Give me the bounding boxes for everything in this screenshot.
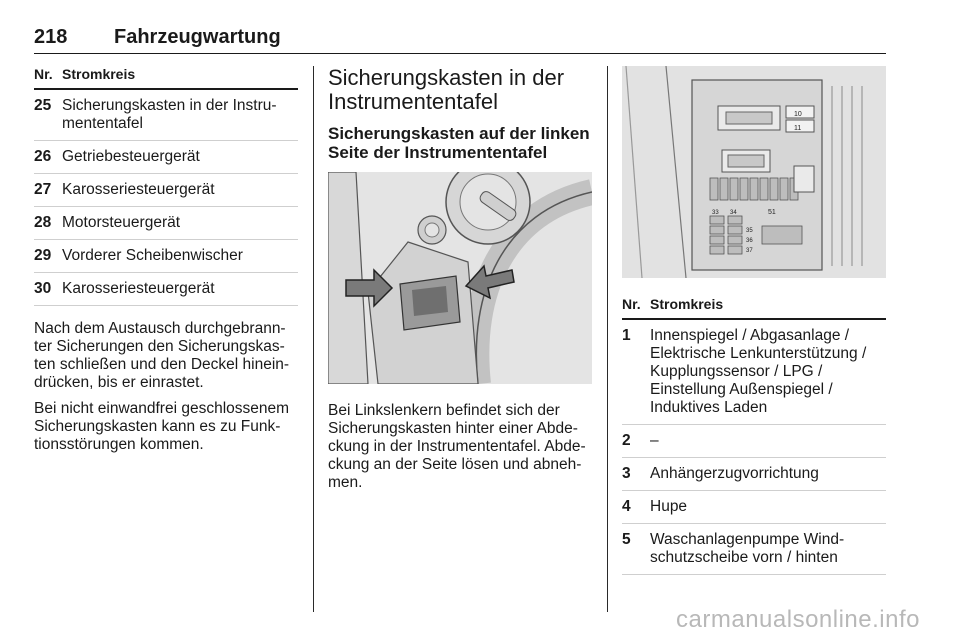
table-row <box>622 491 886 524</box>
fuse-circuit: Karosseriesteuergerät <box>62 280 215 297</box>
fuse-label: 10 <box>794 111 802 118</box>
watermark: carmanualsonline.info <box>676 606 920 633</box>
paragraph-warning: Bei nicht einwandfrei geschlossenem Sicherungskasten kann es zu Funk-tionsstörungen kommen. <box>34 400 290 453</box>
fuse-label: 37 <box>746 248 753 254</box>
chapter-title: Fahrzeugwartung <box>114 26 281 48</box>
fuse-circuit: Anhängerzugvorrichtung <box>650 465 819 482</box>
fuse-number: 3 <box>622 465 631 482</box>
table-row <box>622 524 886 575</box>
table-row <box>622 320 886 425</box>
fuse-label: 33 <box>712 210 719 216</box>
fuse-number: 27 <box>34 181 52 198</box>
fuse-circuit: Innenspiegel / Abgasanlage / Elektrische Lenkunterstützung / Kupplungssensor / LPG / Einstellung Außenspiegel / Induktives Laden <box>650 327 867 416</box>
section-title: Sicherungskasten in der Instrumententafel <box>328 65 565 114</box>
table-row <box>34 141 298 174</box>
fuse-box-image <box>622 66 886 278</box>
fuse-label: 34 <box>730 210 737 216</box>
fuse-label: 11 <box>794 125 802 132</box>
header-circuit: Stromkreis <box>650 296 724 312</box>
paragraph-replace-fuse: Nach dem Austausch durchgebrann-ter Sicherungen den Sicherungskas-ten schließen und den Deckel hinein-drücken, bis er einrastet. <box>34 320 290 391</box>
fuse-circuit: Motorsteuergerät <box>62 214 181 231</box>
dashboard-illustration <box>328 172 592 384</box>
sub-title: Sicherungskasten auf der linken Seite der Instrumententafel <box>328 124 590 162</box>
fuse-number: 1 <box>622 327 631 344</box>
dashboard-fuse-cover-image <box>328 172 592 384</box>
fuse-label: 35 <box>746 228 753 234</box>
fuse-box-illustration <box>622 66 886 278</box>
header-nr: Nr. <box>622 296 641 312</box>
fuse-number: 4 <box>622 498 631 515</box>
table-row <box>34 207 298 240</box>
fuse-number: 25 <box>34 97 52 114</box>
table-row <box>34 174 298 207</box>
fuse-number: 29 <box>34 247 52 264</box>
header-nr: Nr. <box>34 66 53 82</box>
fuse-circuit: – <box>650 432 659 449</box>
page-number: 218 <box>34 26 68 48</box>
fuse-number: 30 <box>34 280 52 297</box>
table-row <box>34 240 298 273</box>
fuse-table-left <box>34 90 298 306</box>
fuse-number: 5 <box>622 531 631 548</box>
header-circuit: Stromkreis <box>62 66 136 82</box>
fuse-circuit: Hupe <box>650 498 688 515</box>
fuse-circuit: Waschanlagenpumpe Wind-schutzscheibe vorn / hinten <box>650 531 845 566</box>
fuse-circuit: Vorderer Scheibenwischer <box>62 247 243 264</box>
fuse-circuit: Sicherungskasten in der Instru-mententafel <box>62 97 277 132</box>
page-header <box>34 24 886 54</box>
fuse-circuit: Karosseriesteuergerät <box>62 181 215 198</box>
fuse-number: 28 <box>34 214 52 231</box>
fuse-table-right <box>622 320 886 575</box>
paragraph-location: Bei Linkslenkern befindet sich der Sicherungskasten hinter einer Abde-ckung in der Instrumententafel. Abde-ckung an der Seite lösen und abneh-men. <box>328 402 586 491</box>
column-left <box>34 66 298 454</box>
column-right <box>622 66 886 575</box>
column-separator-1 <box>313 66 314 612</box>
fuse-circuit: Getriebesteuergerät <box>62 148 200 165</box>
fuse-label: 36 <box>746 238 753 244</box>
fuse-table-header <box>34 66 298 90</box>
fuse-table-header <box>622 296 886 320</box>
column-middle <box>328 66 592 492</box>
table-row <box>34 273 298 306</box>
fuse-number: 2 <box>622 432 631 449</box>
fuse-number: 26 <box>34 148 52 165</box>
table-row <box>622 458 886 491</box>
table-row <box>34 90 298 141</box>
fuse-label: 51 <box>768 209 776 216</box>
table-row <box>622 425 886 458</box>
column-separator-2 <box>607 66 608 612</box>
